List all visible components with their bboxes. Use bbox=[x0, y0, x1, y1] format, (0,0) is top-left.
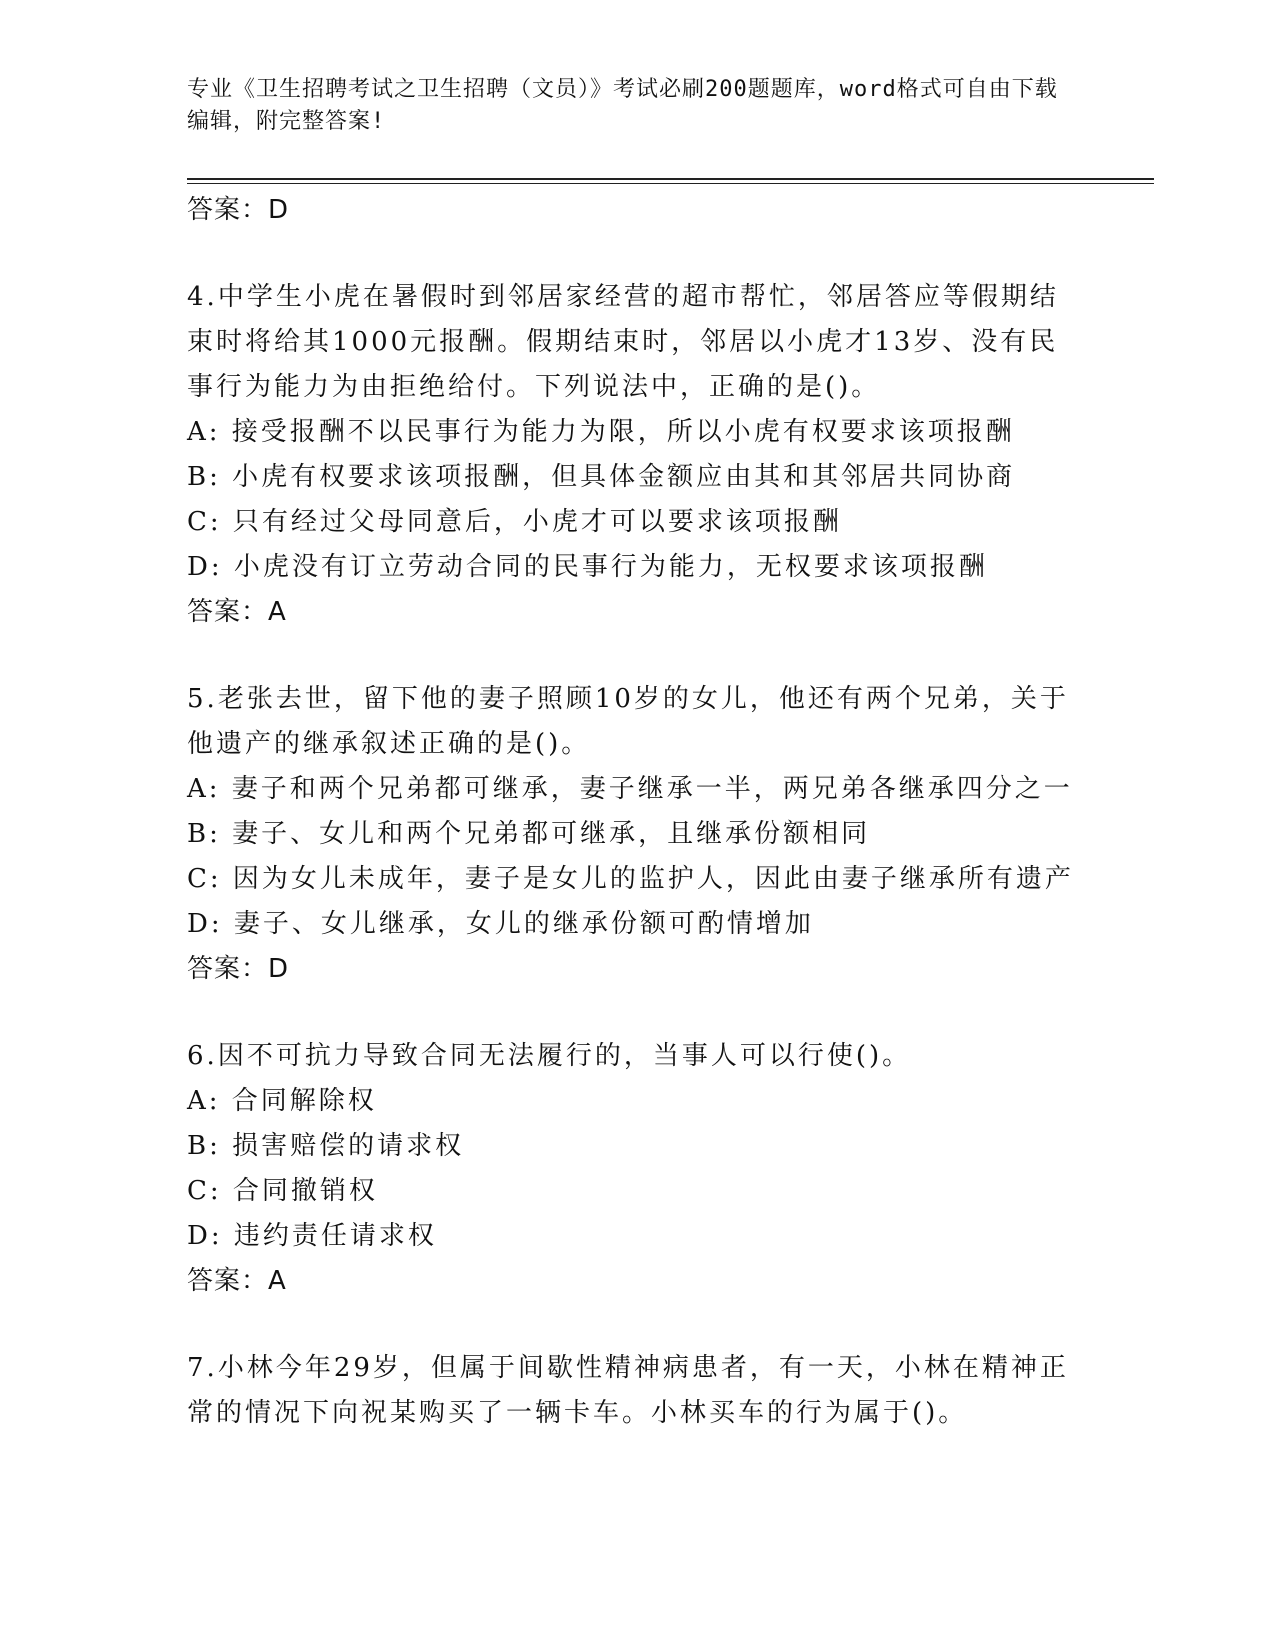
option-b: B: 小虎有权要求该项报酬，但具体金额应由其和其邻居共同协商 bbox=[187, 462, 1016, 492]
option-d: D: 小虎没有订立劳动合同的民事行为能力，无权要求该项报酬 bbox=[187, 552, 988, 582]
option-d: D: 违约责任请求权 bbox=[187, 1221, 437, 1251]
block-spacer bbox=[187, 635, 1087, 677]
question-block-7 bbox=[187, 1346, 1087, 1436]
block-spacer bbox=[187, 992, 1087, 1034]
question-text: 中学生小虎在暑假时到邻居家经营的超市帮忙，邻居答应等假期结束时将给其1000元报酬。假期结束时，邻居以小虎才13岁、没有民事行为能力为由拒绝给付。下列说法中，正确的是()。 bbox=[187, 282, 1059, 402]
option-d: D: 妻子、女儿继承，女儿的继承份额可酌情增加 bbox=[187, 909, 814, 939]
option-a: A: 妻子和两个兄弟都可继承，妻子继承一半，两兄弟各继承四分之一 bbox=[187, 774, 1073, 804]
option-c: C: 因为女儿未成年，妻子是女儿的监护人，因此由妻子继承所有遗产 bbox=[187, 864, 1074, 894]
option-b: B: 妻子、女儿和两个兄弟都可继承，且继承份额相同 bbox=[187, 819, 871, 849]
question-text: 因不可抗力导致合同无法履行的，当事人可以行使()。 bbox=[217, 1041, 912, 1071]
question-block-5 bbox=[187, 677, 1087, 992]
question-block-6 bbox=[187, 1034, 1087, 1304]
option-a: A: 接受报酬不以民事行为能力为限，所以小虎有权要求该项报酬 bbox=[187, 417, 1015, 447]
question-number: 4. bbox=[187, 282, 218, 312]
question-stem bbox=[187, 1346, 1087, 1436]
document-body bbox=[187, 188, 1087, 1436]
answer-line: 答案：A bbox=[187, 1266, 287, 1296]
question-number: 7. bbox=[187, 1353, 218, 1383]
question-stem bbox=[187, 677, 1087, 767]
question-text: 小林今年29岁，但属于间歇性精神病患者，有一天，小林在精神正常的情况下向祝某购买了一辆卡车。小林买车的行为属于()。 bbox=[187, 1353, 1069, 1428]
answer-line: 答案：A bbox=[187, 597, 287, 627]
question-number: 5. bbox=[187, 684, 218, 714]
question-stem bbox=[187, 1034, 1087, 1079]
document-header: 专业《卫生招聘考试之卫生招聘（文员）》考试必刷200题题库，word格式可自由下载编辑，附完整答案! bbox=[187, 77, 1058, 134]
block-spacer bbox=[187, 233, 1087, 275]
question-number: 6. bbox=[187, 1041, 218, 1071]
answer-line: 答案：D bbox=[187, 954, 290, 984]
question-block-4 bbox=[187, 275, 1087, 635]
option-a: A: 合同解除权 bbox=[187, 1086, 377, 1116]
option-c: C: 只有经过父母同意后，小虎才可以要求该项报酬 bbox=[187, 507, 842, 537]
answer-line: 答案：D bbox=[187, 195, 290, 225]
question-text: 老张去世，留下他的妻子照顾10岁的女儿，他还有两个兄弟，关于他遗产的继承叙述正确的是()。 bbox=[187, 684, 1069, 759]
header-divider-thin bbox=[187, 183, 1154, 184]
header-divider-thick bbox=[187, 178, 1154, 180]
option-c: C: 合同撤销权 bbox=[187, 1176, 378, 1206]
option-b: B: 损害赔偿的请求权 bbox=[187, 1131, 465, 1161]
block-spacer bbox=[187, 1304, 1087, 1346]
question-stem bbox=[187, 275, 1087, 410]
